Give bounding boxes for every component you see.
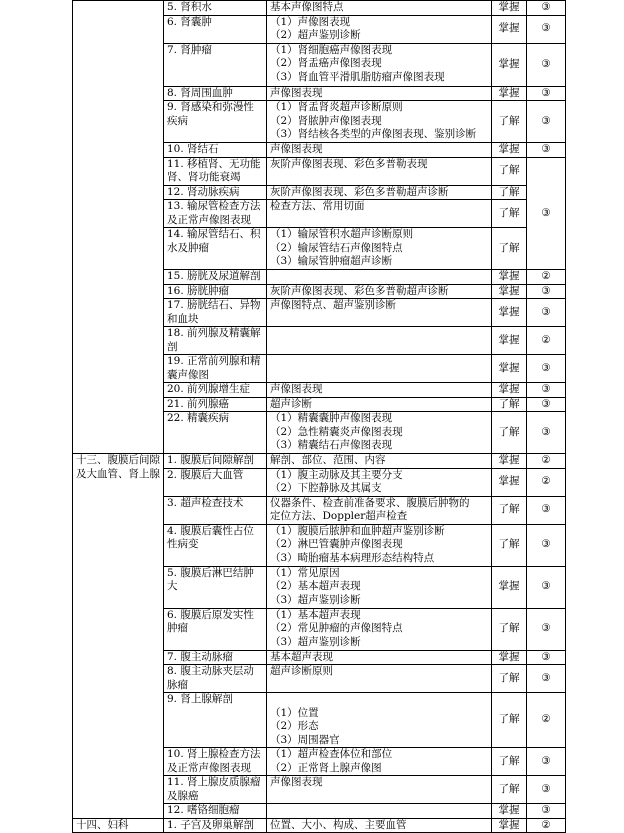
- level-cell: ③: [527, 43, 566, 86]
- content-cell: [267, 101, 492, 143]
- level-cell: ③: [527, 804, 566, 819]
- level-cell: ②: [527, 693, 566, 748]
- requirement-cell: 了解: [492, 157, 527, 185]
- topic-cell: 5. 肾积水: [164, 1, 267, 16]
- content-line: 定位方法、Doppler超声检查: [270, 510, 408, 522]
- content-cell: [267, 86, 492, 101]
- content-line: （3）肾血管平滑肌脂肪瘤声像图表现: [270, 70, 445, 83]
- level-cell: ②: [527, 468, 566, 496]
- topic-cell: 3. 超声检查技术: [164, 496, 267, 524]
- content-cell: [267, 496, 492, 524]
- level-cell: ③: [527, 284, 566, 299]
- content-cell: [267, 776, 492, 804]
- topic-cell: 6. 腹膜后原发实性肿瘤: [164, 608, 267, 650]
- requirement-cell: 掌握: [492, 804, 527, 819]
- level-cell: ②: [527, 818, 566, 833]
- content-line: （2）急性精囊炎声像图表现: [270, 425, 403, 438]
- requirement-cell: 了解: [492, 185, 527, 200]
- level-cell: ③: [527, 496, 566, 524]
- content-line: （3）输尿管肿瘤超声诊断: [270, 255, 393, 267]
- content-line: （3）周围器官: [270, 733, 340, 746]
- table-row: [73, 1, 566, 16]
- topic-cell: 6. 肾囊肿: [164, 15, 267, 43]
- table-row: [73, 818, 566, 833]
- content-cell: [267, 748, 492, 776]
- content-line: 基本超声表现: [270, 650, 333, 663]
- topic-cell: 19. 正常前列腺和精囊声像图: [164, 355, 267, 383]
- topic-cell: 15. 膀胱及尿道解剖: [164, 270, 267, 285]
- level-cell: ③: [527, 299, 566, 327]
- level-cell: ③: [527, 143, 566, 158]
- content-cell: [267, 270, 492, 285]
- content-line: 解剖、部位、范围、内容: [270, 454, 386, 466]
- level-cell: ②: [527, 327, 566, 355]
- content-cell: [267, 299, 492, 327]
- content-line: 灰阶声像图表现、彩色多普勒表现: [270, 157, 428, 170]
- content-line: （1）基本超声表现: [270, 608, 361, 621]
- content-cell: [267, 524, 492, 566]
- topic-cell: 11. 肾上腺皮质腺瘤及腺癌: [164, 776, 267, 804]
- requirement-cell: 了解: [492, 776, 527, 804]
- content-cell: [267, 818, 492, 833]
- topic-cell: 10. 肾结石: [164, 143, 267, 158]
- unit-cell: 十三、腹膜后间隙及大血管、肾上腺: [73, 454, 164, 819]
- content-line: 仪器条件、检查前准备要求、腹膜后肿物的: [270, 496, 470, 509]
- content-line: 基本声像图特点: [270, 1, 344, 13]
- requirement-cell: 了解: [492, 748, 527, 776]
- content-line: （1）声像图表现: [270, 15, 351, 28]
- level-cell: ③: [527, 748, 566, 776]
- content-cell: [267, 665, 492, 693]
- content-cell: [267, 608, 492, 650]
- content-line: [270, 355, 488, 369]
- content-line: （3）超声鉴别诊断: [270, 593, 361, 606]
- requirement-cell: 掌握: [492, 43, 527, 86]
- level-cell: ③: [527, 86, 566, 101]
- content-line: （1）精囊囊肿声像图表现: [270, 412, 393, 424]
- topic-cell: 13. 输尿管检查方法及正常声像图表现: [164, 200, 267, 228]
- topic-cell: 17. 膀胱结石、异物和血块: [164, 299, 267, 327]
- content-line: （1）腹主动脉及其主要分支: [270, 468, 403, 481]
- level-cell: ③: [527, 665, 566, 693]
- level-cell: ③: [527, 650, 566, 665]
- requirement-cell: 掌握: [492, 327, 527, 355]
- topic-cell: 8. 肾周围血肿: [164, 86, 267, 101]
- topic-cell: 5. 腹膜后淋巴结肿大: [164, 566, 267, 608]
- content-line: （1）肾盂肾炎超声诊断原则: [270, 101, 403, 113]
- topic-cell: 9. 肾感染和弥漫性疾病: [164, 101, 267, 143]
- content-cell: [267, 228, 492, 270]
- requirement-cell: 了解: [492, 524, 527, 566]
- content-cell: [267, 43, 492, 86]
- topic-cell: 18. 前列腺及精囊解剖: [164, 327, 267, 355]
- content-line: 声像图表现: [270, 143, 323, 155]
- topic-cell: 7. 肾肿瘤: [164, 43, 267, 86]
- requirement-cell: 了解: [492, 200, 527, 228]
- requirement-cell: 了解: [492, 228, 527, 270]
- content-cell: [267, 1, 492, 16]
- unit-cell: 十四、妇科: [73, 818, 164, 833]
- topic-cell: 4. 腹膜后囊性占位性病变: [164, 524, 267, 566]
- content-cell: [267, 804, 492, 819]
- content-line: （3）精囊结石声像图表现: [270, 439, 393, 451]
- content-line: （3）畸胎瘤基本病理形态结构特点: [270, 551, 435, 564]
- level-cell: ③: [527, 1, 566, 16]
- requirement-cell: 掌握: [492, 650, 527, 665]
- content-line: （2）淋巴管囊肿声像图表现: [270, 538, 403, 550]
- content-line: （1）超声检查体位和部位: [270, 748, 393, 760]
- content-cell: [267, 650, 492, 665]
- content-line: （1）位置: [270, 706, 319, 719]
- content-line: [270, 693, 488, 707]
- content-cell: [267, 566, 492, 608]
- content-line: 声像图表现: [270, 86, 323, 99]
- content-line: （2）肾脓肿声像图表现: [270, 114, 382, 127]
- topic-cell: 11. 移植肾、无功能肾、肾功能衰竭: [164, 157, 267, 185]
- content-cell: [267, 693, 492, 748]
- topic-cell: 16. 膀胱肿瘤: [164, 284, 267, 299]
- content-line: （2）肾盂癌声像图表现: [270, 57, 382, 69]
- level-cell: ③: [527, 608, 566, 650]
- level-cell: ③: [527, 383, 566, 398]
- topic-cell: 12. 嗜铬细胞瘤: [164, 804, 267, 819]
- content-line: （3）肾结核各类型的声像图表现、鉴别诊断: [270, 128, 477, 140]
- level-cell: ③: [527, 566, 566, 608]
- topic-cell: 22. 精囊疾病: [164, 412, 267, 454]
- requirement-cell: 了解: [492, 665, 527, 693]
- content-line: 声像图表现: [270, 776, 323, 788]
- requirement-cell: 掌握: [492, 566, 527, 608]
- level-cell: ③: [527, 776, 566, 804]
- level-cell: ②: [527, 270, 566, 285]
- requirement-cell: 掌握: [492, 86, 527, 101]
- requirement-cell: 掌握: [492, 143, 527, 158]
- content-cell: [267, 412, 492, 454]
- topic-cell: 1. 腹膜后间隙解剖: [164, 454, 267, 469]
- topic-cell: 2. 腹膜后大血管: [164, 468, 267, 496]
- content-line: 灰阶声像图表现、彩色多普勒超声诊断: [270, 185, 449, 198]
- requirement-cell: 了解: [492, 496, 527, 524]
- content-line: （2）正常肾上腺声像图: [270, 761, 382, 774]
- requirement-cell: 掌握: [492, 299, 527, 327]
- content-line: [270, 327, 488, 341]
- content-line: 位置、大小、构成、主要血管: [270, 818, 407, 831]
- level-cell: ③: [527, 157, 566, 270]
- content-cell: [267, 284, 492, 299]
- requirement-cell: 掌握: [492, 818, 527, 833]
- level-cell: ③: [527, 355, 566, 383]
- topic-cell: 8. 腹主动脉夹层动脉瘤: [164, 665, 267, 693]
- content-cell: [267, 157, 492, 185]
- content-line: 灰阶声像图表现、彩色多普勒超声诊断: [270, 284, 449, 297]
- content-line: （1）输尿管积水超声诊断原则: [270, 228, 414, 240]
- requirement-cell: 了解: [492, 693, 527, 748]
- requirement-cell: 掌握: [492, 270, 527, 285]
- requirement-cell: 了解: [492, 397, 527, 412]
- requirement-cell: 了解: [492, 101, 527, 143]
- content-cell: [267, 185, 492, 200]
- content-cell: [267, 454, 492, 469]
- topic-cell: 7. 腹主动脉瘤: [164, 650, 267, 665]
- level-cell: ③: [527, 412, 566, 454]
- topic-cell: 1. 子宫及卵巢解剖: [164, 818, 267, 833]
- content-line: 声像图特点、超声鉴别诊断: [270, 299, 396, 311]
- topic-cell: 12. 肾动脉疾病: [164, 185, 267, 200]
- topic-cell: 14. 输尿管结石、积水及肿瘤: [164, 228, 267, 270]
- level-cell: ③: [527, 524, 566, 566]
- content-cell: [267, 397, 492, 412]
- content-line: （2）形态: [270, 720, 319, 732]
- requirement-cell: 掌握: [492, 15, 527, 43]
- unit-cell: [73, 1, 164, 454]
- syllabus-table: [72, 0, 566, 833]
- content-line: 超声诊断: [270, 397, 312, 410]
- content-line: （1）常见原因: [270, 566, 340, 579]
- content-cell: [267, 200, 492, 228]
- content-cell: [267, 15, 492, 43]
- content-line: （1）腹膜后脓肿和血肿超声鉴别诊断: [270, 524, 445, 537]
- requirement-cell: 掌握: [492, 454, 527, 469]
- content-cell: [267, 355, 492, 383]
- requirement-cell: 掌握: [492, 1, 527, 16]
- content-line: （2）基本超声表现: [270, 580, 361, 592]
- level-cell: ③: [527, 15, 566, 43]
- content-line: （2）超声鉴别诊断: [270, 29, 361, 41]
- topic-cell: 20. 前列腺增生症: [164, 383, 267, 398]
- content-cell: [267, 327, 492, 355]
- topic-cell: 21. 前列腺癌: [164, 397, 267, 412]
- requirement-cell: 了解: [492, 608, 527, 650]
- topic-cell: 9. 肾上腺解剖: [164, 693, 267, 748]
- content-line: 检查方法、常用切面: [270, 200, 365, 212]
- content-cell: [267, 468, 492, 496]
- level-cell: ②: [527, 454, 566, 469]
- content-line: （2）输尿管结石声像图特点: [270, 241, 403, 254]
- content-cell: [267, 383, 492, 398]
- table-row: [73, 454, 566, 469]
- content-line: 声像图表现: [270, 383, 323, 395]
- requirement-cell: 掌握: [492, 468, 527, 496]
- level-cell: ③: [527, 397, 566, 412]
- requirement-cell: 掌握: [492, 284, 527, 299]
- content-line: （1）肾细胞癌声像图表现: [270, 43, 393, 56]
- content-cell: [267, 143, 492, 158]
- level-cell: ③: [527, 101, 566, 143]
- content-line: 超声诊断原则: [270, 665, 333, 677]
- syllabus-body: [73, 1, 566, 833]
- requirement-cell: 掌握: [492, 383, 527, 398]
- content-line: （3）超声鉴别诊断: [270, 635, 361, 648]
- content-line: [270, 270, 488, 284]
- requirement-cell: 了解: [492, 412, 527, 454]
- content-line: （2）下腔静脉及其属支: [270, 482, 382, 494]
- content-line: [270, 804, 488, 818]
- content-line: （2）常见肿瘤的声像图特点: [270, 622, 403, 634]
- requirement-cell: 掌握: [492, 355, 527, 383]
- topic-cell: 10. 肾上腺检查方法及正常声像图表现: [164, 748, 267, 776]
